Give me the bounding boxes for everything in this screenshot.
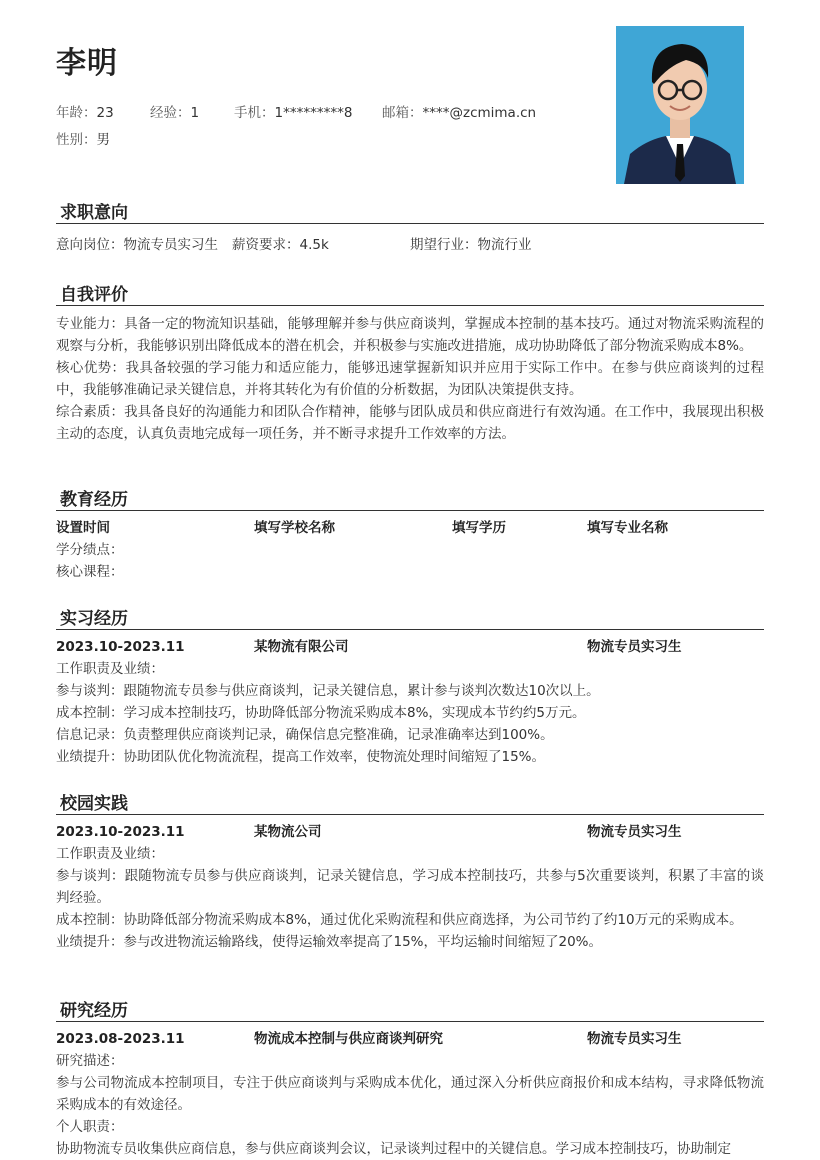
email-value: ****@zcmima.cn [422, 105, 537, 121]
campus-practice-header [56, 787, 764, 815]
internship-role: 物流专员实习生 [587, 639, 682, 655]
education-courses: 核心课程： [56, 564, 124, 580]
internship-title: 实习经历 [60, 609, 128, 629]
research-row [56, 1028, 764, 1050]
self-evaluation-section [56, 278, 764, 445]
phone-value: 1*********8 [274, 105, 353, 121]
research-duty-label: 个人职责： [56, 1119, 124, 1135]
education-school: 填写学校名称 [254, 520, 335, 536]
internship-item: 业绩提升：协助团队优化物流流程，提高工作效率，使物流处理时间缩短了15%。 [56, 749, 546, 765]
job-intent-title: 求职意向 [60, 203, 128, 223]
education-time: 设置时间 [56, 520, 110, 536]
internship-duty-label: 工作职责及业绩： [56, 661, 164, 677]
research-project: 物流成本控制与供应商谈判研究 [254, 1031, 443, 1047]
campus-role: 物流专员实习生 [587, 824, 682, 840]
profile-photo [616, 26, 744, 184]
email-label: 邮箱： [382, 105, 423, 121]
candidate-name: 李明 [56, 46, 118, 81]
campus-practice-title: 校园实践 [60, 794, 128, 814]
intent-salary: 薪资要求：4.5k [232, 237, 329, 253]
job-intent-section [56, 196, 764, 256]
education-major: 填写专业名称 [587, 520, 668, 536]
experience-label: 经验： [150, 105, 191, 121]
gender-value: 男 [96, 132, 110, 148]
campus-time: 2023.10-2023.11 [56, 824, 185, 840]
internship-section [56, 602, 764, 768]
internship-time: 2023.10-2023.11 [56, 639, 185, 655]
campus-item: 业绩提升：参与改进物流运输路线，使得运输效率提高了15%，平均运输时间缩短了20%。 [56, 934, 603, 950]
job-intent-row [56, 234, 764, 256]
education-title: 教育经历 [60, 490, 128, 510]
campus-company: 某物流公司 [254, 824, 322, 840]
job-intent-header [56, 196, 764, 224]
education-section [56, 483, 764, 583]
experience-field [150, 101, 234, 121]
research-desc-label: 研究描述： [56, 1053, 124, 1069]
internship-item: 信息记录：负责整理供应商谈判记录，确保信息完整准确，记录准确率达到100%。 [56, 727, 554, 743]
internship-item: 成本控制：学习成本控制技巧，协助降低部分物流采购成本8%，实现成本节约约5万元。 [56, 705, 586, 721]
phone-label: 手机： [234, 105, 275, 121]
campus-item: 成本控制：协助降低部分物流采购成本8%，通过优化采购流程和供应商选择，为公司节约了约10万元的采购成本。 [56, 912, 743, 928]
age-value: 23 [96, 105, 114, 121]
research-time: 2023.08-2023.11 [56, 1031, 185, 1047]
education-header [56, 483, 764, 511]
portrait-illustration [616, 26, 744, 184]
email-field [382, 101, 536, 121]
experience-value: 1 [190, 105, 200, 121]
campus-row [56, 821, 764, 843]
age-field [56, 101, 150, 121]
phone-field [234, 101, 382, 121]
education-gpa: 学分绩点： [56, 542, 124, 558]
age-label: 年龄： [56, 105, 97, 121]
internship-company: 某物流有限公司 [254, 639, 349, 655]
intent-position: 意向岗位：物流专员实习生 [56, 237, 218, 253]
campus-duty-label: 工作职责及业绩： [56, 846, 164, 862]
education-row [56, 517, 764, 539]
education-degree: 填写学历 [452, 520, 506, 536]
basic-info-row-1 [56, 101, 536, 121]
research-header [56, 994, 764, 1022]
campus-item: 参与谈判：跟随物流专员参与供应商谈判，记录关键信息，学习成本控制技巧，共参与5次重要谈判，积累了丰富的谈判经验。 [56, 868, 764, 906]
research-duty: 协助物流专员收集供应商信息，参与供应商谈判会议，记录谈判过程中的关键信息。学习成本控制技巧，协助制定 [56, 1141, 731, 1157]
research-title: 研究经历 [60, 1001, 128, 1021]
intent-industry: 期望行业：物流行业 [410, 237, 532, 253]
research-section [56, 994, 764, 1160]
self-eval-professional: 专业能力：具备一定的物流知识基础，能够理解并参与供应商谈判，掌握成本控制的基本技巧。通过对物流采购流程的观察与分析，我能够识别出降低成本的潜在机会，并积极参与实施改进措施，成功协助降低了部分物流采购成本8%。 [56, 316, 764, 354]
internship-row [56, 636, 764, 658]
self-eval-overall: 综合素质：我具备良好的沟通能力和团队合作精神，能够与团队成员和供应商进行有效沟通。在工作中，我展现出积极主动的态度，认真负责地完成每一项任务，并不断寻求提升工作效率的方法。 [56, 404, 764, 442]
campus-practice-section [56, 787, 764, 953]
self-evaluation-title: 自我评价 [60, 285, 128, 305]
internship-header [56, 602, 764, 630]
internship-item: 参与谈判：跟随物流专员参与供应商谈判，记录关键信息，累计参与谈判次数达10次以上。 [56, 683, 600, 699]
self-eval-core-strength: 核心优势：我具备较强的学习能力和适应能力，能够迅速掌握新知识并应用于实际工作中。在参与供应商谈判的过程中，我能够准确记录关键信息，并将其转化为有价值的分析数据，为团队决策提供支持。 [56, 360, 764, 398]
self-evaluation-header [56, 278, 764, 306]
research-role: 物流专员实习生 [587, 1031, 682, 1047]
gender-label: 性别： [56, 132, 97, 148]
basic-info-row-2 [56, 128, 110, 148]
research-description: 参与公司物流成本控制项目，专注于供应商谈判与采购成本优化，通过深入分析供应商报价和成本结构，寻求降低物流采购成本的有效途径。 [56, 1075, 764, 1113]
